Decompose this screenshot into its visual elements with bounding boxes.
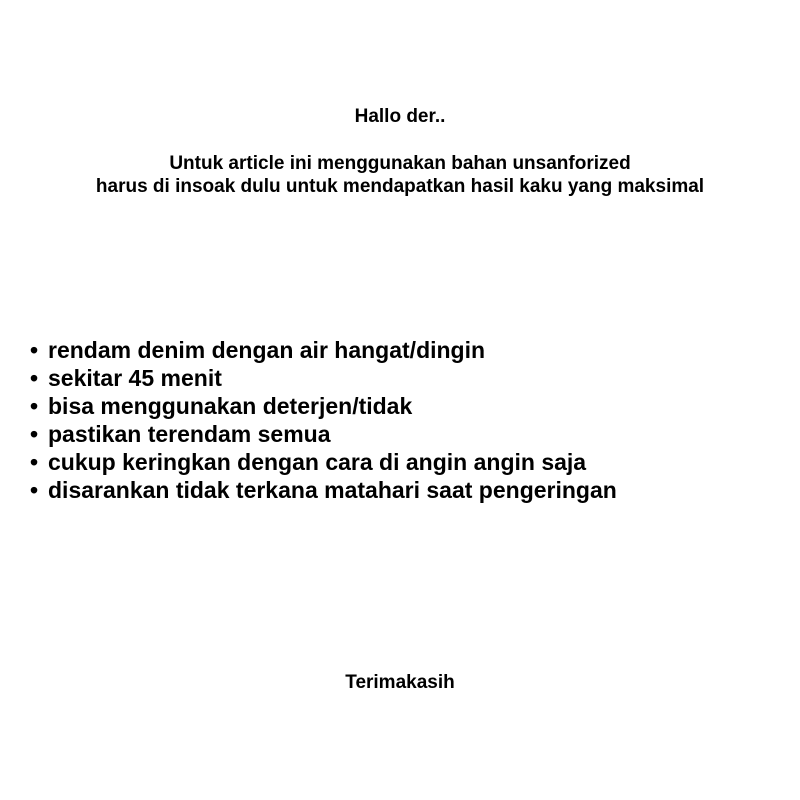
intro-line-2: harus di insoak dulu untuk mendapatkan hasil kaku yang maksimal (95, 176, 705, 197)
instruction-list (30, 336, 617, 504)
list-item-text: cukup keringkan dengan cara di angin angin saja (48, 449, 587, 475)
list-item-text: pastikan terendam semua (48, 421, 331, 447)
bullet-icon: • (30, 421, 39, 447)
list-item (30, 364, 617, 392)
list-item (30, 392, 617, 420)
list-item-text: disarankan tidak terkana matahari saat pengeringan (48, 477, 617, 503)
list-item-text: bisa menggunakan deterjen/tidak (48, 393, 413, 419)
list-item (30, 448, 617, 476)
intro-paragraph (0, 152, 800, 198)
list-item-text: sekitar 45 menit (48, 365, 222, 391)
list-item (30, 420, 617, 448)
greeting-heading: Hallo der.. (354, 106, 446, 127)
closing-text: Terimakasih (345, 672, 455, 693)
bullet-icon: • (30, 449, 39, 475)
bullet-icon: • (30, 337, 39, 363)
bullet-icon: • (30, 477, 39, 503)
list-item (30, 476, 617, 504)
bullet-icon: • (30, 365, 39, 391)
list-item-text: rendam denim dengan air hangat/dingin (48, 337, 486, 363)
list-item (30, 336, 617, 364)
bullet-icon: • (30, 393, 39, 419)
intro-line-1: Untuk article ini menggunakan bahan unsanforized (169, 153, 631, 174)
